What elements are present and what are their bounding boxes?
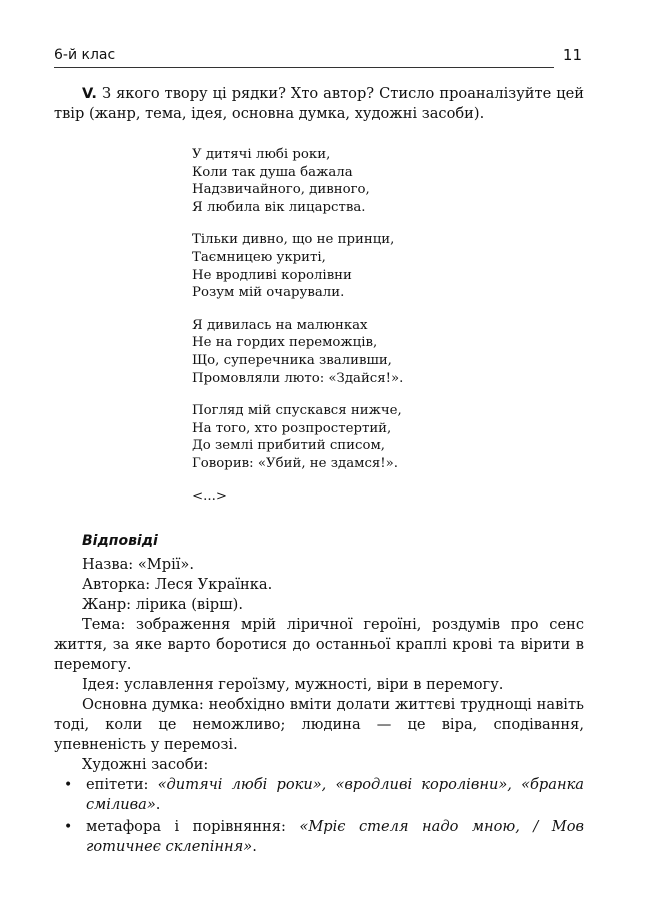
- poem-line: Таємницею укриті,: [192, 249, 326, 265]
- page-number: 11: [562, 46, 582, 64]
- answer-devices-label: Художні засоби:: [82, 756, 209, 773]
- poem-stanza: [192, 146, 552, 216]
- poem-stanza: [192, 231, 552, 301]
- poem-stanza: [192, 402, 552, 472]
- answers-heading: Відповіді: [82, 533, 158, 549]
- device-item: [54, 817, 584, 857]
- page-header: [54, 47, 584, 71]
- poem-line: Розум мій очарували.: [192, 285, 345, 301]
- omission-mark: <...>: [192, 488, 227, 504]
- bullet-icon: •: [64, 819, 73, 835]
- poem-excerpt: [192, 146, 552, 505]
- poem-line: Говорив: «Убий, не здамся!».: [192, 455, 399, 471]
- answers-block: [54, 531, 584, 859]
- header-rule: [54, 67, 554, 68]
- answer-idea: Ідея: уславлення героїзму, мужності, віри в перемогу.: [82, 676, 504, 693]
- poem-line: Коли так душа бажала: [192, 164, 353, 180]
- answer-genre: Жанр: лірика (вірш).: [82, 596, 244, 613]
- device-end: .: [252, 838, 257, 855]
- task-number: V.: [82, 85, 97, 102]
- answer-main-thought: Основна думка: необхідно вміти долати життєві труднощі навіть тоді, коли це неможливо; людина — це віра, сподівання, упевненість у перемозі.: [54, 696, 584, 753]
- poem-line: Промовляли люто: «Здайся!».: [192, 370, 404, 386]
- device-quote: «Мріє стеля надо мною, / Мов готичнеє склепіння»: [86, 818, 584, 855]
- bullet-icon: •: [64, 777, 73, 793]
- answer-title: Назва: «Мрії».: [82, 556, 194, 573]
- poem-line: Надзвичайного, дивного,: [192, 182, 370, 198]
- task-text: З якого твору ці рядки? Хто автор? Стисло проаналізуйте цей твір (жанр, тема, ідея, основна думка, художні засоби).: [54, 85, 584, 122]
- poem-line: Не вродливі королівни: [192, 267, 352, 283]
- poem-line: Я дивилась на малюнках: [192, 317, 368, 333]
- poem-line: Тільки дивно, що не принци,: [192, 232, 395, 248]
- device-quote: «дитячі любі роки», «вродливі королівни», «бранка смілива»: [86, 776, 584, 813]
- poem-line: У дитячі любі роки,: [192, 147, 331, 162]
- poem-line: Що, суперечника зваливши,: [192, 352, 392, 368]
- device-item: [54, 775, 584, 815]
- task-paragraph: [54, 84, 584, 124]
- device-end: .: [155, 796, 161, 813]
- poem-line: До землі прибитий списом,: [192, 438, 386, 454]
- poem-line: Не на гордих переможців,: [192, 335, 378, 351]
- answer-author: Авторка: Леся Українка.: [82, 576, 273, 593]
- devices-list: [54, 775, 584, 857]
- poem-line: Я любила вік лицарства.: [192, 199, 366, 215]
- poem-line: На того, хто розпростертий,: [192, 420, 392, 436]
- poem-stanza: [192, 317, 552, 387]
- poem-line: Погляд мій спускався нижче,: [192, 403, 402, 419]
- grade-label: 6-й клас: [54, 47, 116, 63]
- task-block: [54, 84, 584, 124]
- answer-theme: Тема: зображення мрій ліричної героїні, роздумів про сенс життя, за яке варто боротися до останньої краплі крові та вірити в перемогу.: [54, 616, 584, 673]
- device-label: метафора і порівняння:: [86, 818, 300, 835]
- device-label: епітети:: [86, 776, 158, 793]
